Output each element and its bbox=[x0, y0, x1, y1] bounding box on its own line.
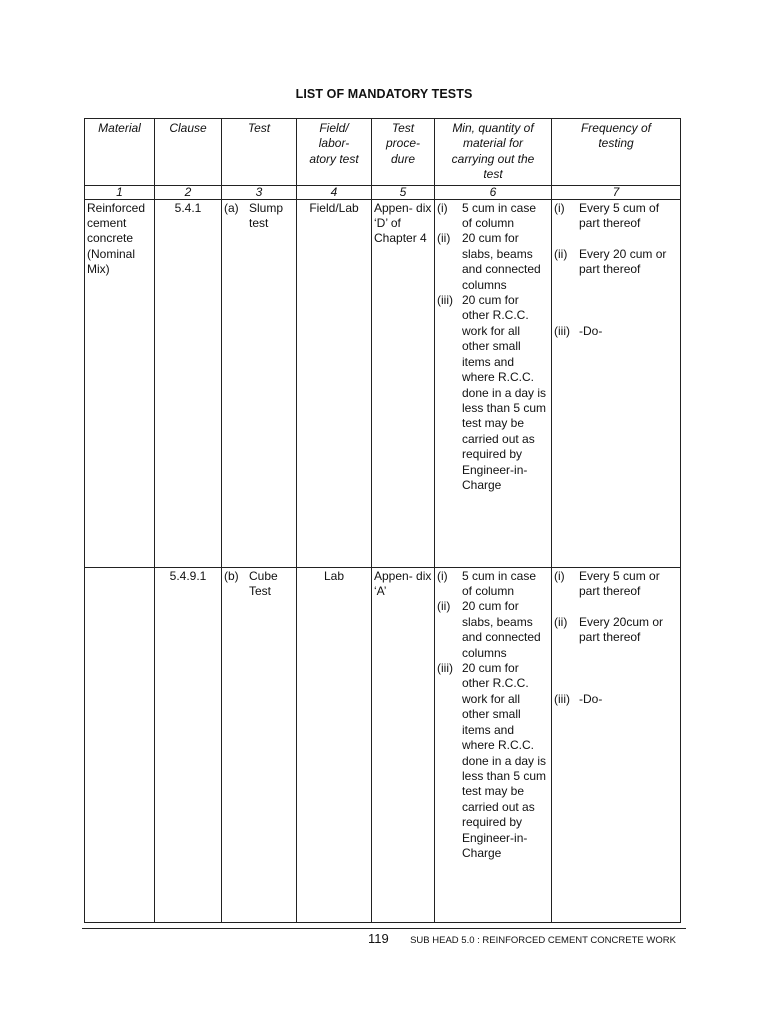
mandatory-tests-table bbox=[84, 118, 681, 923]
quantity-item bbox=[437, 201, 549, 232]
frequency-item bbox=[554, 615, 678, 692]
frequency-cell bbox=[552, 567, 681, 922]
header-procedure: Test proce- dure bbox=[372, 119, 435, 186]
quantity-text: 20 cum for slabs, beams and connected columns bbox=[462, 231, 541, 292]
quantity-text: 20 cum for other R.C.C. work for all other small items and where R.C.C. done in a day is less than 5 cum test may be carried out as required by Engineer-in-Charge bbox=[462, 293, 547, 492]
procedure-cell: Appen- dix ‘D’ of Chapter 4 bbox=[372, 199, 435, 567]
test-item bbox=[224, 201, 294, 232]
quantity-text: 5 cum in case of column bbox=[462, 568, 537, 599]
page-number: 119 bbox=[368, 931, 389, 946]
field-lab-cell: Lab bbox=[297, 567, 372, 922]
column-number: 6 bbox=[435, 185, 552, 199]
header-material: Material bbox=[85, 119, 155, 186]
quantity-label: (iii) bbox=[437, 661, 453, 676]
quantity-text: 5 cum in case of column bbox=[462, 200, 537, 231]
frequency-label: (ii) bbox=[554, 246, 568, 261]
clause-cell: 5.4.9.1 bbox=[155, 567, 222, 922]
quantity-item bbox=[437, 599, 549, 661]
quantity-item bbox=[437, 661, 549, 861]
test-name: Slump test bbox=[249, 200, 284, 231]
frequency-cell bbox=[552, 199, 681, 567]
quantity-item bbox=[437, 231, 549, 293]
header-test: Test bbox=[222, 119, 297, 186]
quantity-label: (ii) bbox=[437, 231, 451, 246]
material-cell bbox=[85, 567, 155, 922]
frequency-item bbox=[554, 569, 678, 615]
page-footer bbox=[368, 931, 676, 946]
test-item bbox=[224, 569, 294, 600]
frequency-label: (i) bbox=[554, 568, 565, 583]
column-number-row bbox=[85, 185, 681, 199]
field-lab-cell: Field/Lab bbox=[297, 199, 372, 567]
frequency-item bbox=[554, 201, 678, 247]
frequency-text: -Do- bbox=[579, 323, 603, 338]
quantity-item bbox=[437, 293, 549, 493]
table-row bbox=[85, 199, 681, 567]
quantity-label: (i) bbox=[437, 568, 448, 583]
header-min-quantity: Min, quantity of material for carrying out the test bbox=[435, 119, 552, 186]
frequency-item bbox=[554, 692, 678, 707]
header-frequency: Frequency of testing bbox=[552, 119, 681, 186]
column-number: 7 bbox=[552, 185, 681, 199]
min-quantity-cell bbox=[435, 199, 552, 567]
column-number: 5 bbox=[372, 185, 435, 199]
column-number: 4 bbox=[297, 185, 372, 199]
frequency-text: Every 5 cum or part thereof bbox=[579, 568, 660, 599]
frequency-label: (iii) bbox=[554, 323, 570, 338]
quantity-label: (iii) bbox=[437, 293, 453, 308]
material-cell: Reinforced cement concrete (Nominal Mix) bbox=[85, 199, 155, 567]
quantity-label: (ii) bbox=[437, 599, 451, 614]
footer-divider bbox=[82, 928, 686, 929]
column-number: 3 bbox=[222, 185, 297, 199]
quantity-text: 20 cum for other R.C.C. work for all other small items and where R.C.C. done in a day is less than 5 cum test may be carried out as required by Engineer-in-Charge bbox=[462, 661, 547, 860]
clause-cell: 5.4.1 bbox=[155, 199, 222, 567]
quantity-text: 20 cum for slabs, beams and connected columns bbox=[462, 599, 541, 660]
frequency-item bbox=[554, 247, 678, 324]
header-row bbox=[85, 119, 681, 186]
test-cell bbox=[222, 567, 297, 922]
column-number: 2 bbox=[155, 185, 222, 199]
test-label: (a) bbox=[224, 200, 239, 215]
test-label: (b) bbox=[224, 568, 239, 583]
page-title: LIST OF MANDATORY TESTS bbox=[295, 87, 473, 101]
min-quantity-cell bbox=[435, 567, 552, 922]
frequency-text: Every 20 cum or part thereof bbox=[579, 246, 667, 277]
table-row bbox=[85, 567, 681, 922]
frequency-label: (iii) bbox=[554, 691, 570, 706]
quantity-label: (i) bbox=[437, 200, 448, 215]
quantity-item bbox=[437, 569, 549, 600]
procedure-cell: Appen- dix ‘A’ bbox=[372, 567, 435, 922]
test-cell bbox=[222, 199, 297, 567]
frequency-item bbox=[554, 324, 678, 339]
frequency-text: Every 20cum or part thereof bbox=[579, 614, 664, 645]
header-clause: Clause bbox=[155, 119, 222, 186]
footer-subhead: SUB HEAD 5.0 : REINFORCED CEMENT CONCRETE WORK bbox=[410, 935, 676, 946]
frequency-text: -Do- bbox=[579, 691, 603, 706]
frequency-text: Every 5 cum of part thereof bbox=[579, 200, 660, 231]
frequency-label: (ii) bbox=[554, 614, 568, 629]
column-number: 1 bbox=[85, 185, 155, 199]
frequency-label: (i) bbox=[554, 200, 565, 215]
test-name: Cube Test bbox=[249, 568, 278, 599]
header-field-lab: Field/ labor- atory test bbox=[297, 119, 372, 186]
